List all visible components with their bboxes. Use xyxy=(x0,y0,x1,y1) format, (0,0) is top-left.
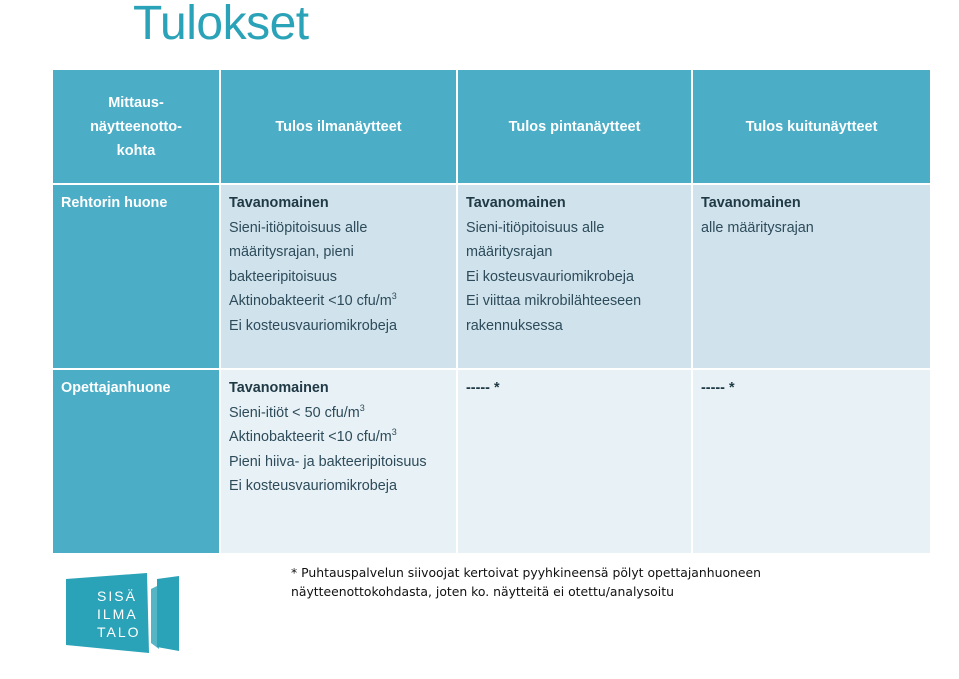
status-text: Tavanomainen xyxy=(229,380,329,396)
header-surface: Tulos pintanäytteet xyxy=(458,70,691,183)
footnote-line: * Puhtauspalvelun siivoojat kertoivat pyyhkineensä pölyt opettajanhuoneen xyxy=(291,565,761,580)
logo-door-edge xyxy=(151,585,159,649)
cell-surface xyxy=(458,370,691,553)
header-location: Mittaus- näytteenotto- kohta xyxy=(53,70,219,183)
results-table xyxy=(53,70,930,553)
logo-text-line: ILMA xyxy=(97,606,138,622)
footnote-line: näytteenottokohdasta, joten ko. näytteitä ei otettu/analysoitu xyxy=(291,584,674,599)
cell-air xyxy=(221,185,456,368)
status-text: Tavanomainen xyxy=(229,195,329,211)
page-title: Tulokset xyxy=(133,0,309,50)
cell-fiber xyxy=(693,370,930,553)
result-line: rakennuksessa xyxy=(466,317,563,334)
footnote xyxy=(291,563,851,601)
result-line: Sieni-itiöpitoisuus alle xyxy=(229,219,368,236)
logo-text-line: SISÄ xyxy=(97,588,137,604)
result-line: Pieni hiiva- ja bakteeripitoisuus xyxy=(229,453,427,470)
header-air: Tulos ilmanäytteet xyxy=(221,70,456,183)
status-text: Tavanomainen xyxy=(701,195,801,211)
result-line: Ei kosteusvauriomikrobeja xyxy=(229,478,397,495)
result-line: alle määritysrajan xyxy=(701,219,814,236)
result-line: Ei viittaa mikrobilähteeseen xyxy=(466,293,642,310)
superscript: 3 xyxy=(391,291,397,302)
result-line: Sieni-itiöpitoisuus alle xyxy=(466,219,605,236)
logo-door-icon xyxy=(157,576,179,651)
result-line: Sieni-itiöt < 50 cfu/m xyxy=(229,404,360,421)
cell-surface xyxy=(458,185,691,368)
result-line: Aktinobakteerit <10 cfu/m xyxy=(229,293,392,310)
cell-air xyxy=(221,370,456,553)
superscript: 3 xyxy=(359,402,365,413)
result-line: bakteeripitoisuus xyxy=(229,268,337,285)
status-text: Tavanomainen xyxy=(466,195,566,211)
sisailmatalo-logo xyxy=(63,573,179,653)
result-line: Ei kosteusvauriomikrobeja xyxy=(229,317,397,334)
result-line: määritysrajan, pieni xyxy=(229,244,354,261)
row-location: Opettajanhuone xyxy=(53,370,219,553)
cell-fiber xyxy=(693,185,930,368)
not-analyzed-mark: ----- * xyxy=(701,380,735,396)
superscript: 3 xyxy=(391,427,397,438)
not-analyzed-mark: ----- * xyxy=(466,380,500,396)
logo-text-line: TALO xyxy=(97,624,141,640)
header-fiber: Tulos kuitunäytteet xyxy=(693,70,930,183)
result-line: Ei kosteusvauriomikrobeja xyxy=(466,268,634,285)
row-location: Rehtorin huone xyxy=(53,185,219,368)
result-line: Aktinobakteerit <10 cfu/m xyxy=(229,429,392,446)
result-line: määritysrajan xyxy=(466,244,553,261)
